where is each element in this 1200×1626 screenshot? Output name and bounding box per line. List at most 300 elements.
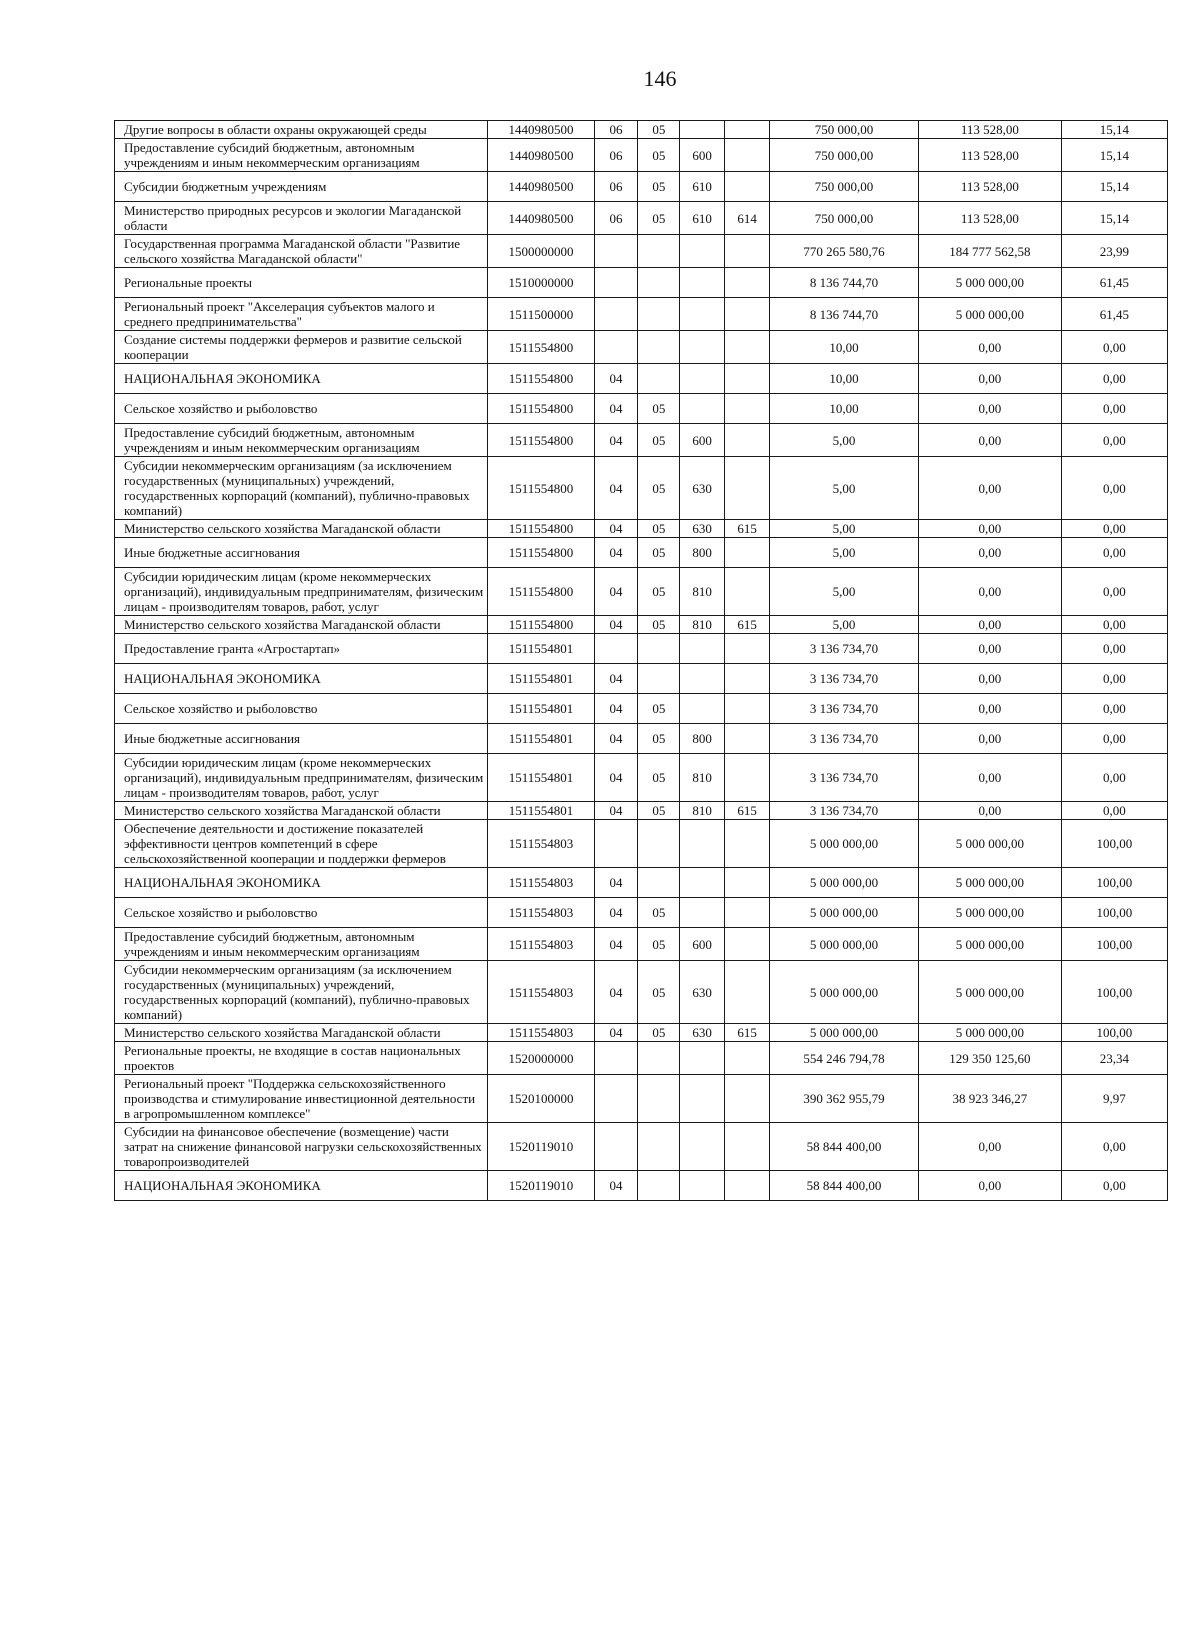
percent-cell: 100,00 xyxy=(1061,868,1167,898)
plan-amount-cell: 3 136 734,70 xyxy=(770,802,919,820)
table-row xyxy=(115,868,1168,898)
section-cell: 04 xyxy=(594,1024,638,1042)
actual-amount-cell: 5 000 000,00 xyxy=(918,268,1061,298)
row-name-cell: Сельское хозяйство и рыболовство xyxy=(115,694,488,724)
percent-cell: 0,00 xyxy=(1061,520,1167,538)
percent-cell: 0,00 xyxy=(1061,616,1167,634)
plan-amount-cell: 5,00 xyxy=(770,568,919,616)
plan-amount-cell: 5,00 xyxy=(770,538,919,568)
target-code-cell: 1510000000 xyxy=(488,268,594,298)
plan-amount-cell: 58 844 400,00 xyxy=(770,1123,919,1171)
section-cell: 04 xyxy=(594,1171,638,1201)
row-name-cell: Субсидии юридическим лицам (кроме некоммерческих организаций), индивидуальным предпринимателям, физическим лицам - производителям товаров, работ, услуг xyxy=(115,754,488,802)
actual-amount-cell: 184 777 562,58 xyxy=(918,235,1061,268)
expense-type-cell: 810 xyxy=(680,568,725,616)
table-row xyxy=(115,538,1168,568)
percent-cell: 0,00 xyxy=(1061,364,1167,394)
target-code-cell: 1511554800 xyxy=(488,331,594,364)
table-row xyxy=(115,235,1168,268)
percent-cell: 0,00 xyxy=(1061,538,1167,568)
percent-cell: 0,00 xyxy=(1061,694,1167,724)
expense-type-cell: 610 xyxy=(680,172,725,202)
ministry-code-cell xyxy=(725,139,770,172)
percent-cell: 100,00 xyxy=(1061,820,1167,868)
target-code-cell: 1511554800 xyxy=(488,364,594,394)
percent-cell: 0,00 xyxy=(1061,724,1167,754)
subsection-cell: 05 xyxy=(638,121,680,139)
percent-cell: 0,00 xyxy=(1061,331,1167,364)
expense-type-cell xyxy=(680,1042,725,1075)
percent-cell: 61,45 xyxy=(1061,268,1167,298)
expense-type-cell: 810 xyxy=(680,754,725,802)
expense-type-cell: 600 xyxy=(680,424,725,457)
percent-cell: 100,00 xyxy=(1061,1024,1167,1042)
plan-amount-cell: 10,00 xyxy=(770,331,919,364)
budget-table-body xyxy=(115,121,1168,1201)
row-name-cell: НАЦИОНАЛЬНАЯ ЭКОНОМИКА xyxy=(115,664,488,694)
target-code-cell: 1511554801 xyxy=(488,634,594,664)
target-code-cell: 1511554803 xyxy=(488,820,594,868)
actual-amount-cell: 5 000 000,00 xyxy=(918,298,1061,331)
subsection-cell xyxy=(638,664,680,694)
expense-type-cell: 630 xyxy=(680,1024,725,1042)
actual-amount-cell: 129 350 125,60 xyxy=(918,1042,1061,1075)
section-cell: 04 xyxy=(594,457,638,520)
table-row xyxy=(115,820,1168,868)
subsection-cell xyxy=(638,1171,680,1201)
plan-amount-cell: 8 136 744,70 xyxy=(770,268,919,298)
ministry-code-cell xyxy=(725,634,770,664)
expense-type-cell xyxy=(680,898,725,928)
subsection-cell: 05 xyxy=(638,928,680,961)
target-code-cell: 1520119010 xyxy=(488,1171,594,1201)
row-name-cell: Региональный проект "Поддержка сельскохозяйственного производства и стимулирование инвестиционной деятельности в агропромышленном комплексе" xyxy=(115,1075,488,1123)
plan-amount-cell: 3 136 734,70 xyxy=(770,724,919,754)
subsection-cell xyxy=(638,868,680,898)
target-code-cell: 1511500000 xyxy=(488,298,594,331)
table-row xyxy=(115,139,1168,172)
plan-amount-cell: 750 000,00 xyxy=(770,139,919,172)
actual-amount-cell: 0,00 xyxy=(918,664,1061,694)
plan-amount-cell: 5,00 xyxy=(770,457,919,520)
ministry-code-cell: 615 xyxy=(725,1024,770,1042)
percent-cell: 0,00 xyxy=(1061,802,1167,820)
section-cell: 06 xyxy=(594,202,638,235)
table-row xyxy=(115,616,1168,634)
percent-cell: 15,14 xyxy=(1061,121,1167,139)
section-cell xyxy=(594,298,638,331)
target-code-cell: 1511554800 xyxy=(488,394,594,424)
row-name-cell: Предоставление гранта «Агростартап» xyxy=(115,634,488,664)
target-code-cell: 1511554801 xyxy=(488,802,594,820)
section-cell: 04 xyxy=(594,364,638,394)
subsection-cell xyxy=(638,298,680,331)
actual-amount-cell: 0,00 xyxy=(918,424,1061,457)
percent-cell: 0,00 xyxy=(1061,634,1167,664)
row-name-cell: Субсидии на финансовое обеспечение (возмещение) части затрат на снижение финансовой нагрузки сельскохозяйственных товаропроизводителей xyxy=(115,1123,488,1171)
expense-type-cell xyxy=(680,121,725,139)
ministry-code-cell xyxy=(725,121,770,139)
section-cell: 04 xyxy=(594,898,638,928)
expense-type-cell xyxy=(680,634,725,664)
row-name-cell: Другие вопросы в области охраны окружающей среды xyxy=(115,121,488,139)
actual-amount-cell: 113 528,00 xyxy=(918,172,1061,202)
actual-amount-cell: 0,00 xyxy=(918,394,1061,424)
table-row xyxy=(115,961,1168,1024)
expense-type-cell: 610 xyxy=(680,202,725,235)
expense-type-cell: 630 xyxy=(680,520,725,538)
ministry-code-cell xyxy=(725,1042,770,1075)
ministry-code-cell xyxy=(725,364,770,394)
table-row xyxy=(115,664,1168,694)
actual-amount-cell: 5 000 000,00 xyxy=(918,1024,1061,1042)
actual-amount-cell: 0,00 xyxy=(918,538,1061,568)
expense-type-cell xyxy=(680,331,725,364)
table-row xyxy=(115,724,1168,754)
row-name-cell: Министерство природных ресурсов и экологии Магаданской области xyxy=(115,202,488,235)
table-row xyxy=(115,268,1168,298)
table-row xyxy=(115,634,1168,664)
plan-amount-cell: 5 000 000,00 xyxy=(770,820,919,868)
target-code-cell: 1511554803 xyxy=(488,1024,594,1042)
subsection-cell: 05 xyxy=(638,616,680,634)
table-row xyxy=(115,394,1168,424)
plan-amount-cell: 5 000 000,00 xyxy=(770,928,919,961)
percent-cell: 15,14 xyxy=(1061,172,1167,202)
row-name-cell: Обеспечение деятельности и достижение показателей эффективности центров компетенций в сфере сельскохозяйственной кооперации и поддержки фермеров xyxy=(115,820,488,868)
expense-type-cell xyxy=(680,820,725,868)
ministry-code-cell: 614 xyxy=(725,202,770,235)
percent-cell: 0,00 xyxy=(1061,394,1167,424)
target-code-cell: 1520000000 xyxy=(488,1042,594,1075)
plan-amount-cell: 5 000 000,00 xyxy=(770,1024,919,1042)
subsection-cell xyxy=(638,364,680,394)
percent-cell: 0,00 xyxy=(1061,568,1167,616)
ministry-code-cell xyxy=(725,664,770,694)
subsection-cell xyxy=(638,634,680,664)
ministry-code-cell xyxy=(725,694,770,724)
subsection-cell: 05 xyxy=(638,202,680,235)
actual-amount-cell: 0,00 xyxy=(918,724,1061,754)
percent-cell: 15,14 xyxy=(1061,202,1167,235)
row-name-cell: Иные бюджетные ассигнования xyxy=(115,724,488,754)
row-name-cell: Региональные проекты, не входящие в состав национальных проектов xyxy=(115,1042,488,1075)
table-row xyxy=(115,520,1168,538)
section-cell: 04 xyxy=(594,694,638,724)
section-cell: 04 xyxy=(594,724,638,754)
table-row xyxy=(115,802,1168,820)
expense-type-cell xyxy=(680,364,725,394)
target-code-cell: 1511554800 xyxy=(488,538,594,568)
percent-cell: 15,14 xyxy=(1061,139,1167,172)
expense-type-cell: 600 xyxy=(680,928,725,961)
actual-amount-cell: 0,00 xyxy=(918,754,1061,802)
actual-amount-cell: 5 000 000,00 xyxy=(918,928,1061,961)
target-code-cell: 1511554803 xyxy=(488,928,594,961)
expense-type-cell xyxy=(680,394,725,424)
row-name-cell: Министерство сельского хозяйства Магаданской области xyxy=(115,616,488,634)
row-name-cell: Региональный проект "Акселерация субъектов малого и среднего предпринимательства" xyxy=(115,298,488,331)
percent-cell: 23,34 xyxy=(1061,1042,1167,1075)
plan-amount-cell: 5 000 000,00 xyxy=(770,961,919,1024)
subsection-cell: 05 xyxy=(638,802,680,820)
row-name-cell: Иные бюджетные ассигнования xyxy=(115,538,488,568)
table-row xyxy=(115,424,1168,457)
actual-amount-cell: 0,00 xyxy=(918,616,1061,634)
ministry-code-cell xyxy=(725,538,770,568)
section-cell xyxy=(594,1123,638,1171)
actual-amount-cell: 0,00 xyxy=(918,1123,1061,1171)
row-name-cell: Региональные проекты xyxy=(115,268,488,298)
subsection-cell: 05 xyxy=(638,961,680,1024)
plan-amount-cell: 58 844 400,00 xyxy=(770,1171,919,1201)
ministry-code-cell xyxy=(725,457,770,520)
ministry-code-cell: 615 xyxy=(725,616,770,634)
ministry-code-cell xyxy=(725,820,770,868)
ministry-code-cell xyxy=(725,754,770,802)
page-number: 146 xyxy=(643,66,677,91)
row-name-cell: Министерство сельского хозяйства Магаданской области xyxy=(115,1024,488,1042)
plan-amount-cell: 554 246 794,78 xyxy=(770,1042,919,1075)
plan-amount-cell: 10,00 xyxy=(770,394,919,424)
expense-type-cell xyxy=(680,694,725,724)
row-name-cell: Сельское хозяйство и рыболовство xyxy=(115,394,488,424)
target-code-cell: 1440980500 xyxy=(488,121,594,139)
table-row xyxy=(115,1024,1168,1042)
subsection-cell: 05 xyxy=(638,424,680,457)
table-row xyxy=(115,1123,1168,1171)
plan-amount-cell: 5,00 xyxy=(770,616,919,634)
row-name-cell: Субсидии некоммерческим организациям (за исключением государственных (муниципальных) учреждений, государственных корпораций (компаний), публично-правовых компаний) xyxy=(115,457,488,520)
ministry-code-cell xyxy=(725,724,770,754)
percent-cell: 0,00 xyxy=(1061,424,1167,457)
expense-type-cell xyxy=(680,1075,725,1123)
target-code-cell: 1440980500 xyxy=(488,172,594,202)
subsection-cell: 05 xyxy=(638,457,680,520)
expense-type-cell: 600 xyxy=(680,139,725,172)
plan-amount-cell: 3 136 734,70 xyxy=(770,664,919,694)
expense-type-cell xyxy=(680,664,725,694)
ministry-code-cell xyxy=(725,1123,770,1171)
subsection-cell: 05 xyxy=(638,694,680,724)
expense-type-cell: 800 xyxy=(680,538,725,568)
budget-table-container xyxy=(114,120,1168,1201)
actual-amount-cell: 0,00 xyxy=(918,634,1061,664)
ministry-code-cell xyxy=(725,928,770,961)
target-code-cell: 1511554801 xyxy=(488,754,594,802)
row-name-cell: НАЦИОНАЛЬНАЯ ЭКОНОМИКА xyxy=(115,868,488,898)
section-cell: 04 xyxy=(594,664,638,694)
section-cell xyxy=(594,268,638,298)
table-row xyxy=(115,364,1168,394)
target-code-cell: 1520100000 xyxy=(488,1075,594,1123)
expense-type-cell xyxy=(680,1123,725,1171)
actual-amount-cell: 5 000 000,00 xyxy=(918,898,1061,928)
target-code-cell: 1511554801 xyxy=(488,694,594,724)
section-cell: 04 xyxy=(594,568,638,616)
target-code-cell: 1440980500 xyxy=(488,139,594,172)
percent-cell: 0,00 xyxy=(1061,457,1167,520)
ministry-code-cell xyxy=(725,1171,770,1201)
plan-amount-cell: 750 000,00 xyxy=(770,202,919,235)
actual-amount-cell: 5 000 000,00 xyxy=(918,820,1061,868)
section-cell xyxy=(594,1075,638,1123)
target-code-cell: 1511554800 xyxy=(488,520,594,538)
section-cell: 04 xyxy=(594,616,638,634)
table-row xyxy=(115,928,1168,961)
expense-type-cell xyxy=(680,868,725,898)
section-cell: 04 xyxy=(594,754,638,802)
ministry-code-cell xyxy=(725,1075,770,1123)
target-code-cell: 1511554803 xyxy=(488,898,594,928)
percent-cell: 100,00 xyxy=(1061,928,1167,961)
percent-cell: 9,97 xyxy=(1061,1075,1167,1123)
target-code-cell: 1520119010 xyxy=(488,1123,594,1171)
percent-cell: 100,00 xyxy=(1061,898,1167,928)
ministry-code-cell xyxy=(725,394,770,424)
target-code-cell: 1511554803 xyxy=(488,868,594,898)
actual-amount-cell: 38 923 346,27 xyxy=(918,1075,1061,1123)
plan-amount-cell: 8 136 744,70 xyxy=(770,298,919,331)
target-code-cell: 1511554801 xyxy=(488,664,594,694)
subsection-cell: 05 xyxy=(638,394,680,424)
subsection-cell: 05 xyxy=(638,724,680,754)
plan-amount-cell: 3 136 734,70 xyxy=(770,634,919,664)
section-cell: 04 xyxy=(594,538,638,568)
section-cell xyxy=(594,331,638,364)
plan-amount-cell: 5,00 xyxy=(770,424,919,457)
subsection-cell xyxy=(638,235,680,268)
ministry-code-cell xyxy=(725,172,770,202)
actual-amount-cell: 0,00 xyxy=(918,520,1061,538)
section-cell xyxy=(594,235,638,268)
ministry-code-cell xyxy=(725,868,770,898)
ministry-code-cell: 615 xyxy=(725,520,770,538)
actual-amount-cell: 113 528,00 xyxy=(918,139,1061,172)
target-code-cell: 1511554801 xyxy=(488,724,594,754)
row-name-cell: НАЦИОНАЛЬНАЯ ЭКОНОМИКА xyxy=(115,364,488,394)
subsection-cell xyxy=(638,268,680,298)
actual-amount-cell: 0,00 xyxy=(918,457,1061,520)
row-name-cell: Субсидии юридическим лицам (кроме некоммерческих организаций), индивидуальным предпринимателям, физическим лицам - производителям товаров, работ, услуг xyxy=(115,568,488,616)
section-cell: 04 xyxy=(594,394,638,424)
section-cell: 04 xyxy=(594,961,638,1024)
target-code-cell: 1511554800 xyxy=(488,424,594,457)
section-cell: 04 xyxy=(594,520,638,538)
actual-amount-cell: 0,00 xyxy=(918,364,1061,394)
table-row xyxy=(115,298,1168,331)
ministry-code-cell xyxy=(725,268,770,298)
actual-amount-cell: 0,00 xyxy=(918,1171,1061,1201)
row-name-cell: Сельское хозяйство и рыболовство xyxy=(115,898,488,928)
plan-amount-cell: 750 000,00 xyxy=(770,172,919,202)
expense-type-cell xyxy=(680,1171,725,1201)
row-name-cell: Министерство сельского хозяйства Магаданской области xyxy=(115,520,488,538)
expense-type-cell xyxy=(680,235,725,268)
subsection-cell xyxy=(638,1123,680,1171)
percent-cell: 0,00 xyxy=(1061,1171,1167,1201)
section-cell xyxy=(594,634,638,664)
subsection-cell: 05 xyxy=(638,898,680,928)
table-row xyxy=(115,568,1168,616)
actual-amount-cell: 0,00 xyxy=(918,331,1061,364)
actual-amount-cell: 0,00 xyxy=(918,802,1061,820)
actual-amount-cell: 0,00 xyxy=(918,568,1061,616)
expense-type-cell: 630 xyxy=(680,961,725,1024)
subsection-cell: 05 xyxy=(638,1024,680,1042)
actual-amount-cell: 113 528,00 xyxy=(918,202,1061,235)
plan-amount-cell: 5,00 xyxy=(770,520,919,538)
section-cell: 06 xyxy=(594,172,638,202)
percent-cell: 0,00 xyxy=(1061,664,1167,694)
section-cell xyxy=(594,1042,638,1075)
row-name-cell: Предоставление субсидий бюджетным, автономным учреждениям и иным некоммерческим организациям xyxy=(115,928,488,961)
plan-amount-cell: 750 000,00 xyxy=(770,121,919,139)
expense-type-cell: 800 xyxy=(680,724,725,754)
section-cell: 04 xyxy=(594,928,638,961)
target-code-cell: 1511554800 xyxy=(488,616,594,634)
ministry-code-cell xyxy=(725,961,770,1024)
subsection-cell xyxy=(638,331,680,364)
plan-amount-cell: 10,00 xyxy=(770,364,919,394)
target-code-cell: 1511554800 xyxy=(488,457,594,520)
subsection-cell: 05 xyxy=(638,568,680,616)
expense-type-cell: 810 xyxy=(680,616,725,634)
actual-amount-cell: 5 000 000,00 xyxy=(918,868,1061,898)
ministry-code-cell xyxy=(725,424,770,457)
row-name-cell: Создание системы поддержки фермеров и развитие сельской кооперации xyxy=(115,331,488,364)
ministry-code-cell xyxy=(725,235,770,268)
target-code-cell: 1500000000 xyxy=(488,235,594,268)
section-cell: 06 xyxy=(594,139,638,172)
target-code-cell: 1440980500 xyxy=(488,202,594,235)
ministry-code-cell xyxy=(725,568,770,616)
plan-amount-cell: 5 000 000,00 xyxy=(770,898,919,928)
table-row xyxy=(115,457,1168,520)
row-name-cell: Субсидии некоммерческим организациям (за исключением государственных (муниципальных) учреждений, государственных корпораций (компаний), публично-правовых компаний) xyxy=(115,961,488,1024)
table-row xyxy=(115,898,1168,928)
percent-cell: 23,99 xyxy=(1061,235,1167,268)
section-cell: 04 xyxy=(594,868,638,898)
table-row xyxy=(115,172,1168,202)
row-name-cell: Государственная программа Магаданской области "Развитие сельского хозяйства Магаданской области" xyxy=(115,235,488,268)
plan-amount-cell: 3 136 734,70 xyxy=(770,754,919,802)
table-row xyxy=(115,202,1168,235)
plan-amount-cell: 390 362 955,79 xyxy=(770,1075,919,1123)
subsection-cell: 05 xyxy=(638,139,680,172)
table-row xyxy=(115,754,1168,802)
section-cell xyxy=(594,820,638,868)
budget-table xyxy=(114,120,1168,1201)
row-name-cell: Министерство сельского хозяйства Магаданской области xyxy=(115,802,488,820)
plan-amount-cell: 3 136 734,70 xyxy=(770,694,919,724)
row-name-cell: НАЦИОНАЛЬНАЯ ЭКОНОМИКА xyxy=(115,1171,488,1201)
section-cell: 06 xyxy=(594,121,638,139)
actual-amount-cell: 0,00 xyxy=(918,694,1061,724)
expense-type-cell: 630 xyxy=(680,457,725,520)
subsection-cell xyxy=(638,1042,680,1075)
subsection-cell: 05 xyxy=(638,754,680,802)
expense-type-cell xyxy=(680,268,725,298)
table-row xyxy=(115,1171,1168,1201)
percent-cell: 0,00 xyxy=(1061,1123,1167,1171)
ministry-code-cell xyxy=(725,298,770,331)
plan-amount-cell: 5 000 000,00 xyxy=(770,868,919,898)
subsection-cell: 05 xyxy=(638,538,680,568)
subsection-cell xyxy=(638,1075,680,1123)
table-row xyxy=(115,1042,1168,1075)
subsection-cell: 05 xyxy=(638,520,680,538)
